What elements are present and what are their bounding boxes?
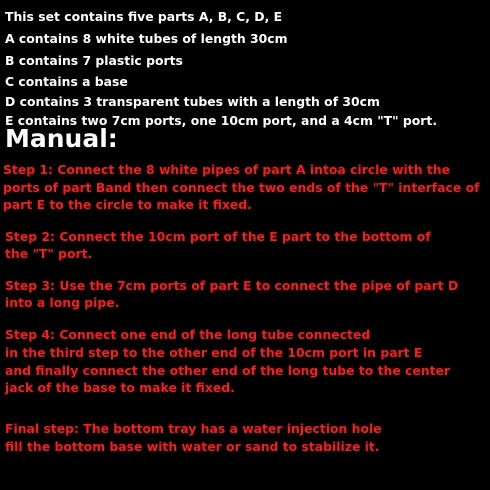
step-1-line: Step 1: Connect the 8 white pipes of part A intoa circle with the xyxy=(3,162,450,177)
step-3-line: Step 3: Use the 7cm ports of part E to connect the pipe of part D xyxy=(5,278,459,293)
intro-line: E contains two 7cm ports, one 10cm port, and a 4cm "T" port. xyxy=(5,113,438,128)
step-4-line: and finally connect the other end of the long tube to the center xyxy=(5,363,451,378)
intro-line: A contains 8 white tubes of length 30cm xyxy=(5,31,288,46)
step-4-line: jack of the base to make it fixed. xyxy=(5,380,235,395)
step-4-line: Step 4: Connect one end of the long tube connected xyxy=(5,327,371,342)
intro-line: C contains a base xyxy=(5,74,128,89)
intro-line: This set contains five parts A, B, C, D, E xyxy=(5,9,283,24)
intro-line: D contains 3 transparent tubes with a length of 30cm xyxy=(5,94,380,109)
step-4-line: in the third step to the other end of the 10cm port in part E xyxy=(5,345,423,360)
step-3-line: into a long pipe. xyxy=(5,295,120,310)
step-1-line: part E to the circle to make it fixed. xyxy=(3,197,252,212)
intro-line: B contains 7 plastic ports xyxy=(5,53,183,68)
final-step-line: fill the bottom base with water or sand to stabilize it. xyxy=(5,439,380,454)
step-2-line: the "T" port. xyxy=(5,246,93,261)
step-1-line: ports of part Band then connect the two ends of the "T" interface of xyxy=(3,180,480,195)
step-2-line: Step 2: Connect the 10cm port of the E part to the bottom of xyxy=(5,229,431,244)
manual-title: Manual: xyxy=(5,124,118,153)
final-step-line: Final step: The bottom tray has a water injection hole xyxy=(5,421,382,436)
